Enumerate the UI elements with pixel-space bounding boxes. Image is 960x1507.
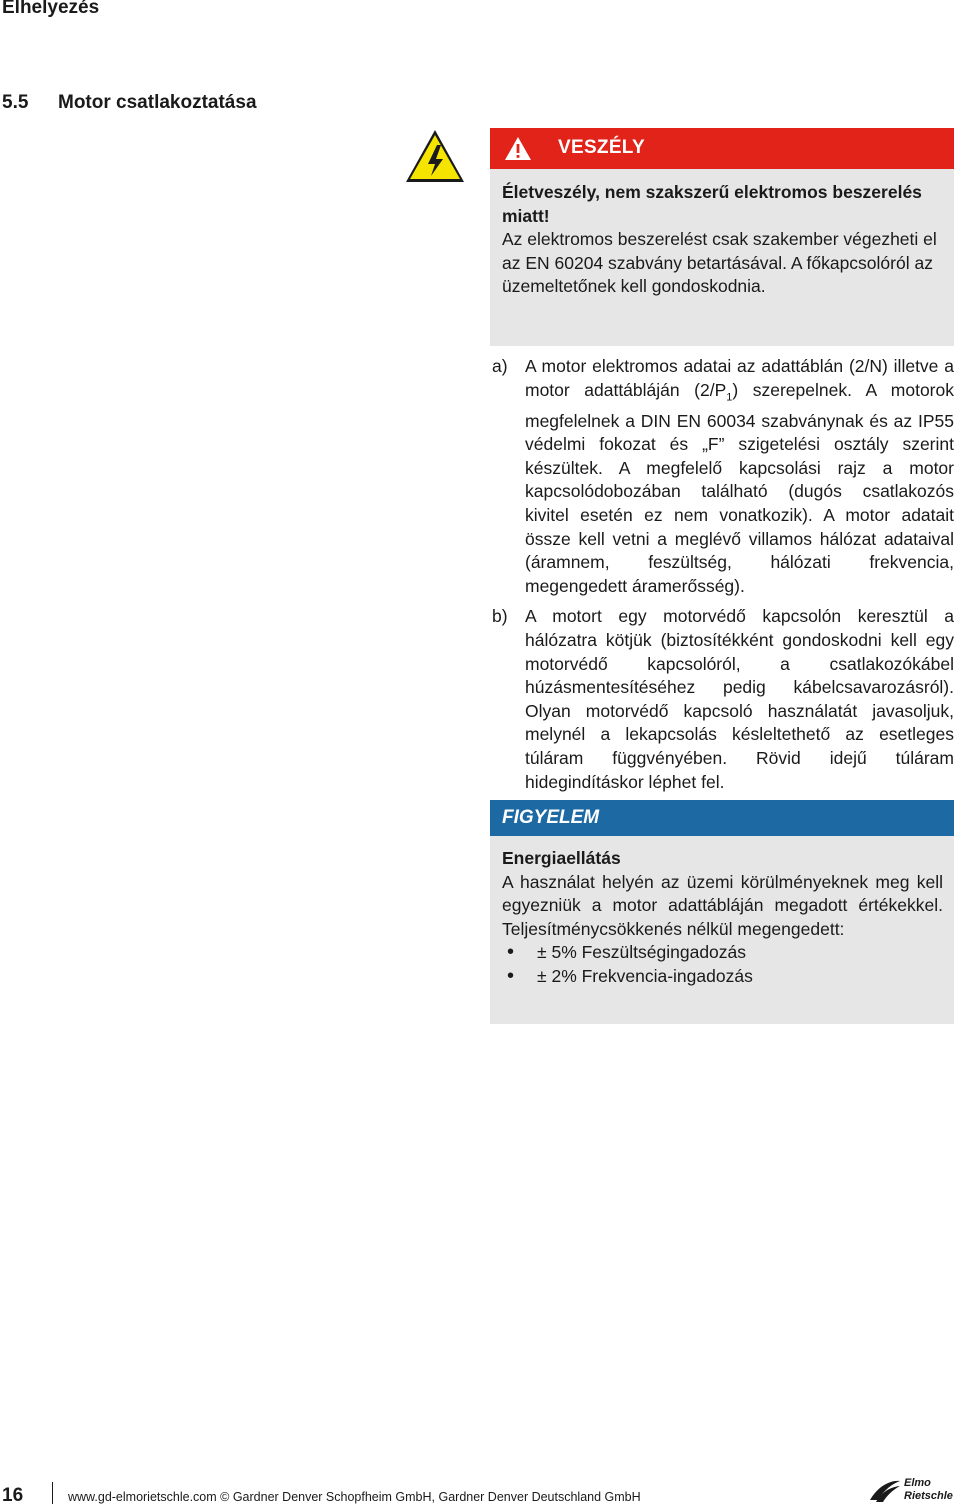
danger-body [502,181,948,299]
list-item: • ± 5% Feszültségingadozás [502,941,943,965]
attention-header [490,800,954,836]
footer-text [68,1490,641,1504]
elmo-rietschle-logo [868,1476,958,1506]
section-title: Motor csatlakoztatása [58,92,257,113]
danger-header [490,128,954,169]
attention-label: FIGYELEM [502,807,600,828]
section-heading [2,92,257,114]
list-marker: b) [492,606,508,627]
page-number: 16 [2,1485,24,1506]
logo-text-line1: Elmo [904,1477,931,1489]
list-item-text: A motort egy motorvédő kapcsolón keresztül a hálózatra kötjük (biztosítékként gondoskodni kell egy motorvédő kapcsolóról, a csatlakozókábel húzásmentesítéséhez pedig kábelcsavarozásról). Olyan motorvédő kapcsoló használatát javasoljuk, melynél a lekapcsolás késleltethető az esetleges túláram függvényében. Rövid idejű túláram hidegindításkor léphet fel. [525,606,954,792]
logo-swoosh-icon [868,1478,902,1504]
exclamation-warning-icon [504,136,532,161]
danger-text: Az elektromos beszerelést csak szakember végezheti el az EN 60204 szabvány betartásával. A főkapcsolóról az üzemeltetőnek kell gondoskodnia. [502,229,937,296]
danger-label: VESZÉLY [558,137,645,158]
attention-notice [490,800,954,1024]
list-marker: a) [492,356,508,376]
list-item [492,605,954,794]
attention-text: A használat helyén az üzemi körülményeknek meg kell egyezniük a motor adattábláján megadott értékekkel. Teljesítménycsökkenés nélkül megengedett: [502,871,943,939]
list-item: • ± 2% Frekvencia-ingadozás [502,965,943,989]
footer-url[interactable]: www.gd-elmorietschle.com [68,1490,217,1504]
section-number: 5.5 [2,92,29,113]
running-header: Elhelyezés [2,0,100,18]
tolerance-list [502,941,943,988]
footer-divider [52,1482,53,1504]
high-voltage-warning-icon [404,128,466,184]
attention-body [502,847,943,989]
list-item [492,355,954,598]
attention-subhead: Energiaellátás [502,848,621,868]
danger-lead: Életveszély, nem szakszerű elektromos beszerelés miatt! [502,182,922,226]
logo-text-line2: Rietschle [904,1490,953,1502]
list-item-text: A motor elektromos adatai az adattáblán (2/N) illetve a motor adattábláján $(2/P_1)$ szerepelnek. A motorok megfelelnek a DIN EN 60034 szabványnak és az IP55 védelmi fokozat és „F” szigetelési osztály szerint készültek. A megfelelő kapcsolási rajz a motor kapcsolódobozában található (dugós csatlakozós kivitel esetén ez nem vonatkozik). A motor adatait össze kell vetni a meglévő villamos hálózat adataival (áramnem, feszültség, hálózati frekvencia, megengedett áramerősség). [525,356,954,596]
danger-notice [490,128,954,346]
instruction-list [492,355,954,801]
footer-copyright: © Gardner Denver Schopfheim GmbH, Gardner Denver Deutschland GmbH [220,1490,641,1504]
